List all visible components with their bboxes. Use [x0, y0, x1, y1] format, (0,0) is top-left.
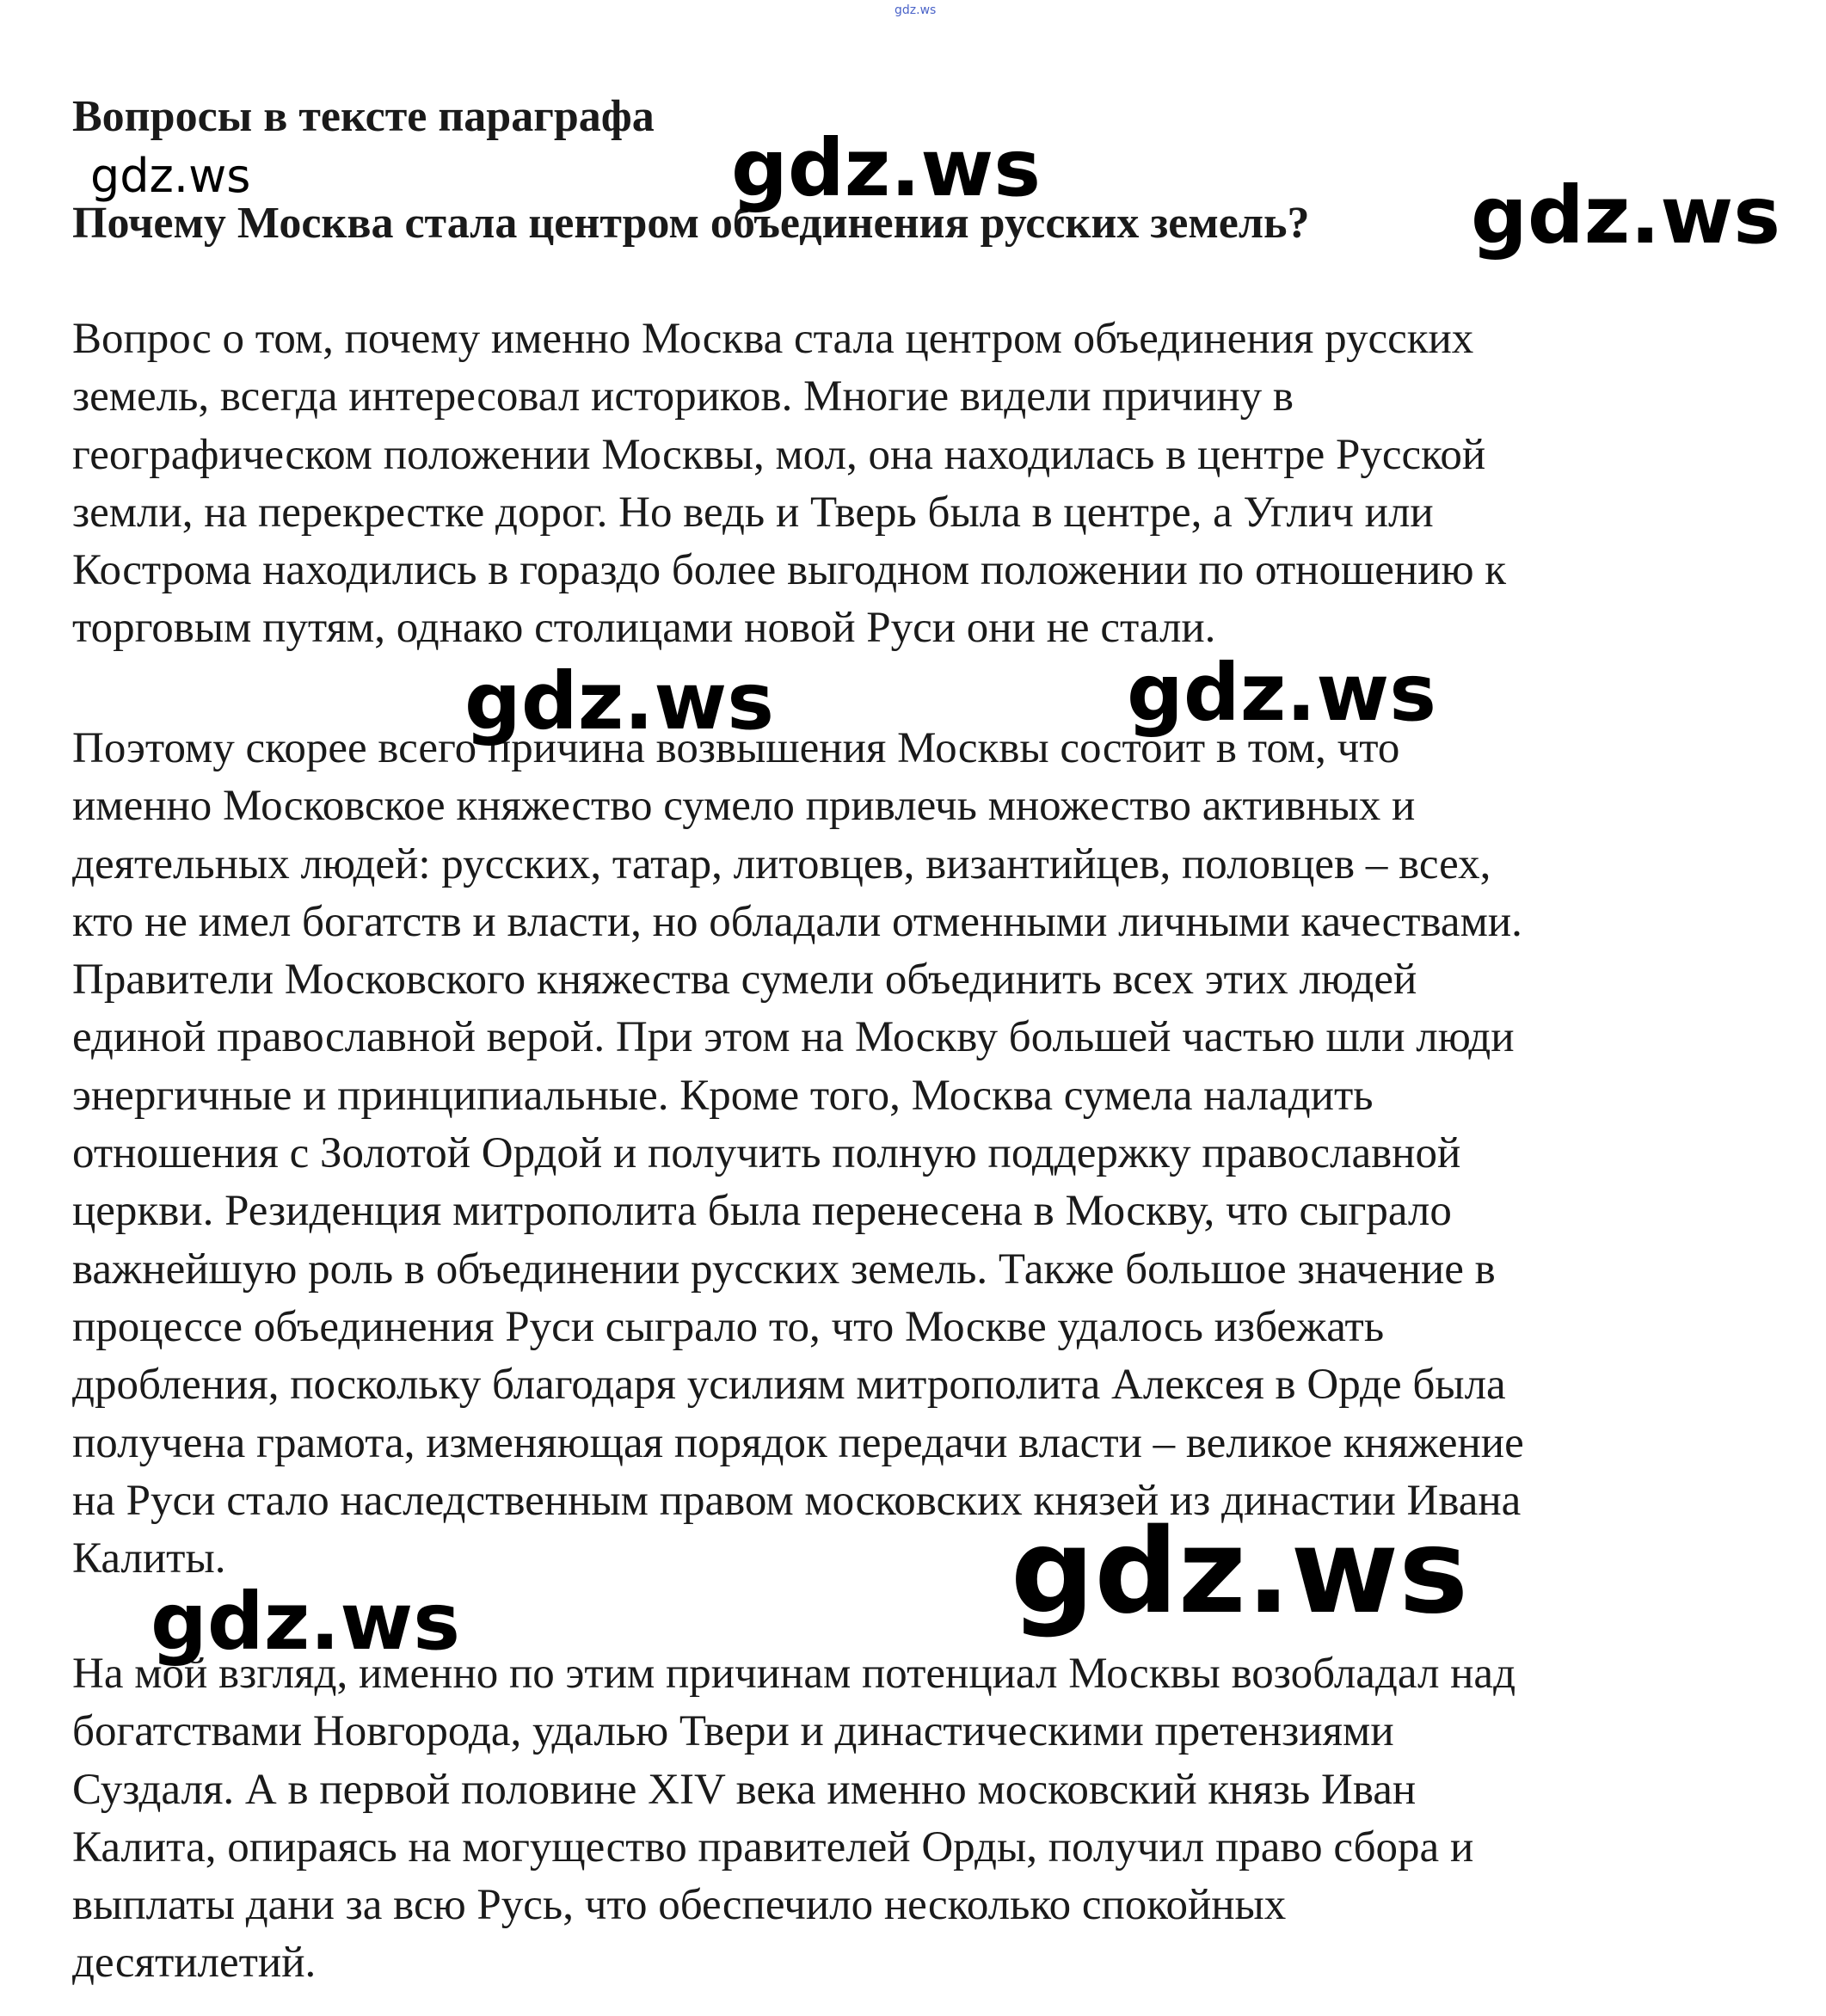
watermark: gdz.ws: [731, 122, 1041, 214]
watermark: gdz.ws: [90, 149, 251, 203]
question-heading: Почему Москва стала центром объединения русских земель?: [72, 199, 1310, 248]
answer-paragraph-1: Вопрос о том, почему именно Москва стала центром объединения русских земель, всегда интересовал историков. Многие видели причину в географическом положении Москвы, мол, она находилась в центре Русской земли, на перекрестке дорог. Но ведь и Тверь была в центре, а Углич или Кострома находились в гораздо более выгодном положении по отношению к торговым путям, однако столицами новой Руси они не стали.: [72, 315, 1507, 653]
watermark: gdz.ws: [1011, 1504, 1469, 1640]
section-heading: Вопросы в тексте параграфа: [72, 92, 655, 141]
watermark: gdz.ws: [1471, 169, 1780, 261]
answer-paragraph-3: На мой взгляд, именно по этим причинам потенциал Москвы возобладал над богатствами Новгорода, удалью Твери и династическими претензиями Суздаля. А в первой половине XIV века именно московский князь Иван Калита, опираясь на могущество правителей Орды, получил право сбора и выплаты дани за всю Русь, что обеспечило несколько спокойных десятилетий.: [72, 1650, 1516, 1988]
watermark-top-link[interactable]: gdz.ws: [895, 3, 937, 17]
watermark: gdz.ws: [464, 655, 774, 747]
answer-paragraph-2: Поэтому скорее всего причина возвышения Москвы состоит в том, что именно Московское княжество сумело привлечь множество активных и деятельных людей: русских, татар, литовцев, византийцев, половцев – всех, кто не имел богатств и власти, но обладали отменными личными качествами. Правители Московского княжества сумели объединить всех этих людей единой православной верой. При этом на Москву большей частью шли люди энергичные и принципиальные. Кроме того, Москва сумела наладить отношения с Золотой Ордой и получить полную поддержку православной церкви. Резиденция митрополита была перенесена в Москву, что сыграло важнейшую роль в объединении русских земель. Также большое значение в процессе объединения Руси сыграло то, что Москве удалось избежать дробления, поскольку благодаря усилиям митрополита Алексея в Орде была получена грамота, изменяющая порядок передачи власти – великое княжение на Руси стало наследственным правом московских князей из династии Ивана Калиты.: [72, 724, 1524, 1583]
watermark: gdz.ws: [1127, 647, 1436, 739]
watermark: gdz.ws: [151, 1576, 460, 1668]
